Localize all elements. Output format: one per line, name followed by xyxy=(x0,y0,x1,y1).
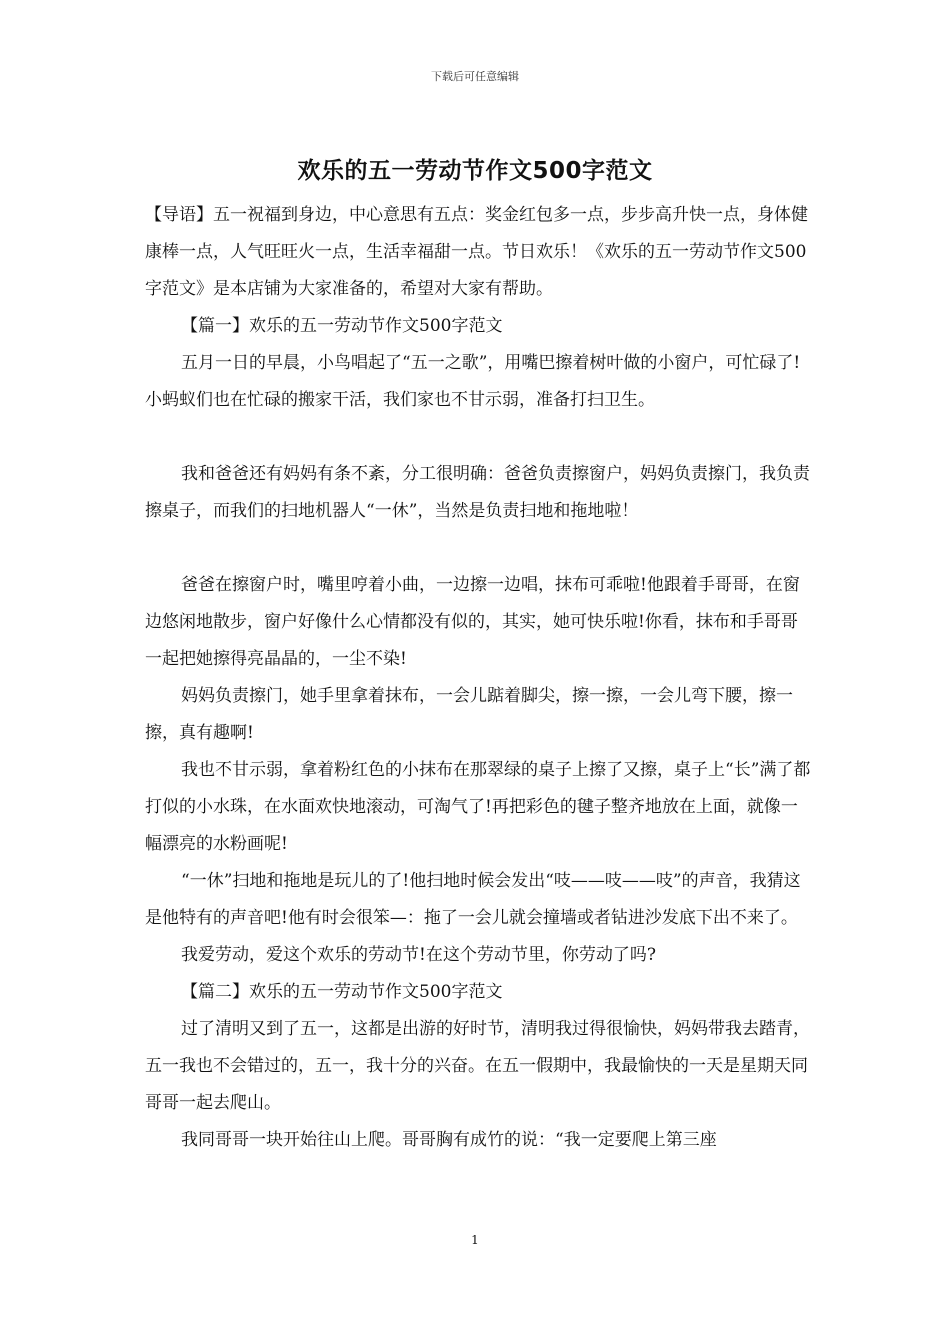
page-number: 1 xyxy=(471,1233,479,1247)
body-paragraph: 我也不甘示弱，拿着粉红色的小抹布在那翠绿的桌子上擦了又擦，桌子上“长”满了都打似的小水珠，在水面欢快地滚动，可淘气了!再把彩色的毽子整齐地放在上面，就像一幅漂亮的水粉画呢! xyxy=(145,760,811,854)
body-paragraph: 我爱劳动，爱这个欢乐的劳动节!在这个劳动节里，你劳动了吗? xyxy=(181,945,656,965)
section-heading-1: 【篇一】欢乐的五一劳动节作文500字范文 xyxy=(181,316,503,336)
body-paragraph: 五月一日的早晨，小鸟唱起了“五一之歌”，用嘴巴擦着树叶做的小窗户，可忙碌了!小蚂蚁们也在忙碌的搬家干活，我们家也不甘示弱，准备打扫卫生。 xyxy=(145,353,801,410)
body-paragraph: 妈妈负责擦门，她手里拿着抹布，一会儿踮着脚尖，擦一擦，一会儿弯下腰，擦一擦，真有趣啊! xyxy=(145,686,793,743)
intro-paragraph: 【导语】五一祝福到身边，中心意思有五点：奖金红包多一点，步步高升快一点，身体健康棒一点，人气旺旺火一点，生活幸福甜一点。节日欢乐！《欢乐的五一劳动节作文500字范文》是本店铺为大家准备的，希望对大家有帮助。 xyxy=(145,205,808,299)
document-body xyxy=(145,197,811,1159)
body-paragraph: 我和爸爸还有妈妈有条不紊，分工很明确：爸爸负责擦窗户，妈妈负责擦门，我负责擦桌子，而我们的扫地机器人“一休”，当然是负责扫地和拖地啦！ xyxy=(145,464,810,521)
body-paragraph: “一休”扫地和拖地是玩儿的了!他扫地时候会发出“吱——吱——吱”的声音，我猜这是他特有的声音吧!他有时会很笨—：拖了一会儿就会撞墙或者钻进沙发底下出不来了。 xyxy=(145,871,801,928)
header-note: 下载后可任意编辑 xyxy=(431,70,519,83)
document-title: 欢乐的五一劳动节作文500字范文 xyxy=(297,158,653,184)
body-paragraph: 过了清明又到了五一，这都是出游的好时节，清明我过得很愉快，妈妈带我去踏青，五一我也不会错过的，五一，我十分的兴奋。在五一假期中，我最愉快的一天是星期天同哥哥一起去爬山。 xyxy=(145,1019,810,1113)
body-paragraph: 爸爸在擦窗户时，嘴里哼着小曲，一边擦一边唱，抹布可乖啦!他跟着手哥哥，在窗边悠闲地散步，窗户好像什么心情都没有似的，其实，她可快乐啦!你看，抹布和手哥哥一起把她擦得亮晶晶的，一尘不染! xyxy=(145,575,800,669)
body-paragraph: 我同哥哥一块开始往山上爬。哥哥胸有成竹的说：“我一定要爬上第三座 xyxy=(181,1130,717,1150)
section-heading-2: 【篇二】欢乐的五一劳动节作文500字范文 xyxy=(181,982,503,1002)
